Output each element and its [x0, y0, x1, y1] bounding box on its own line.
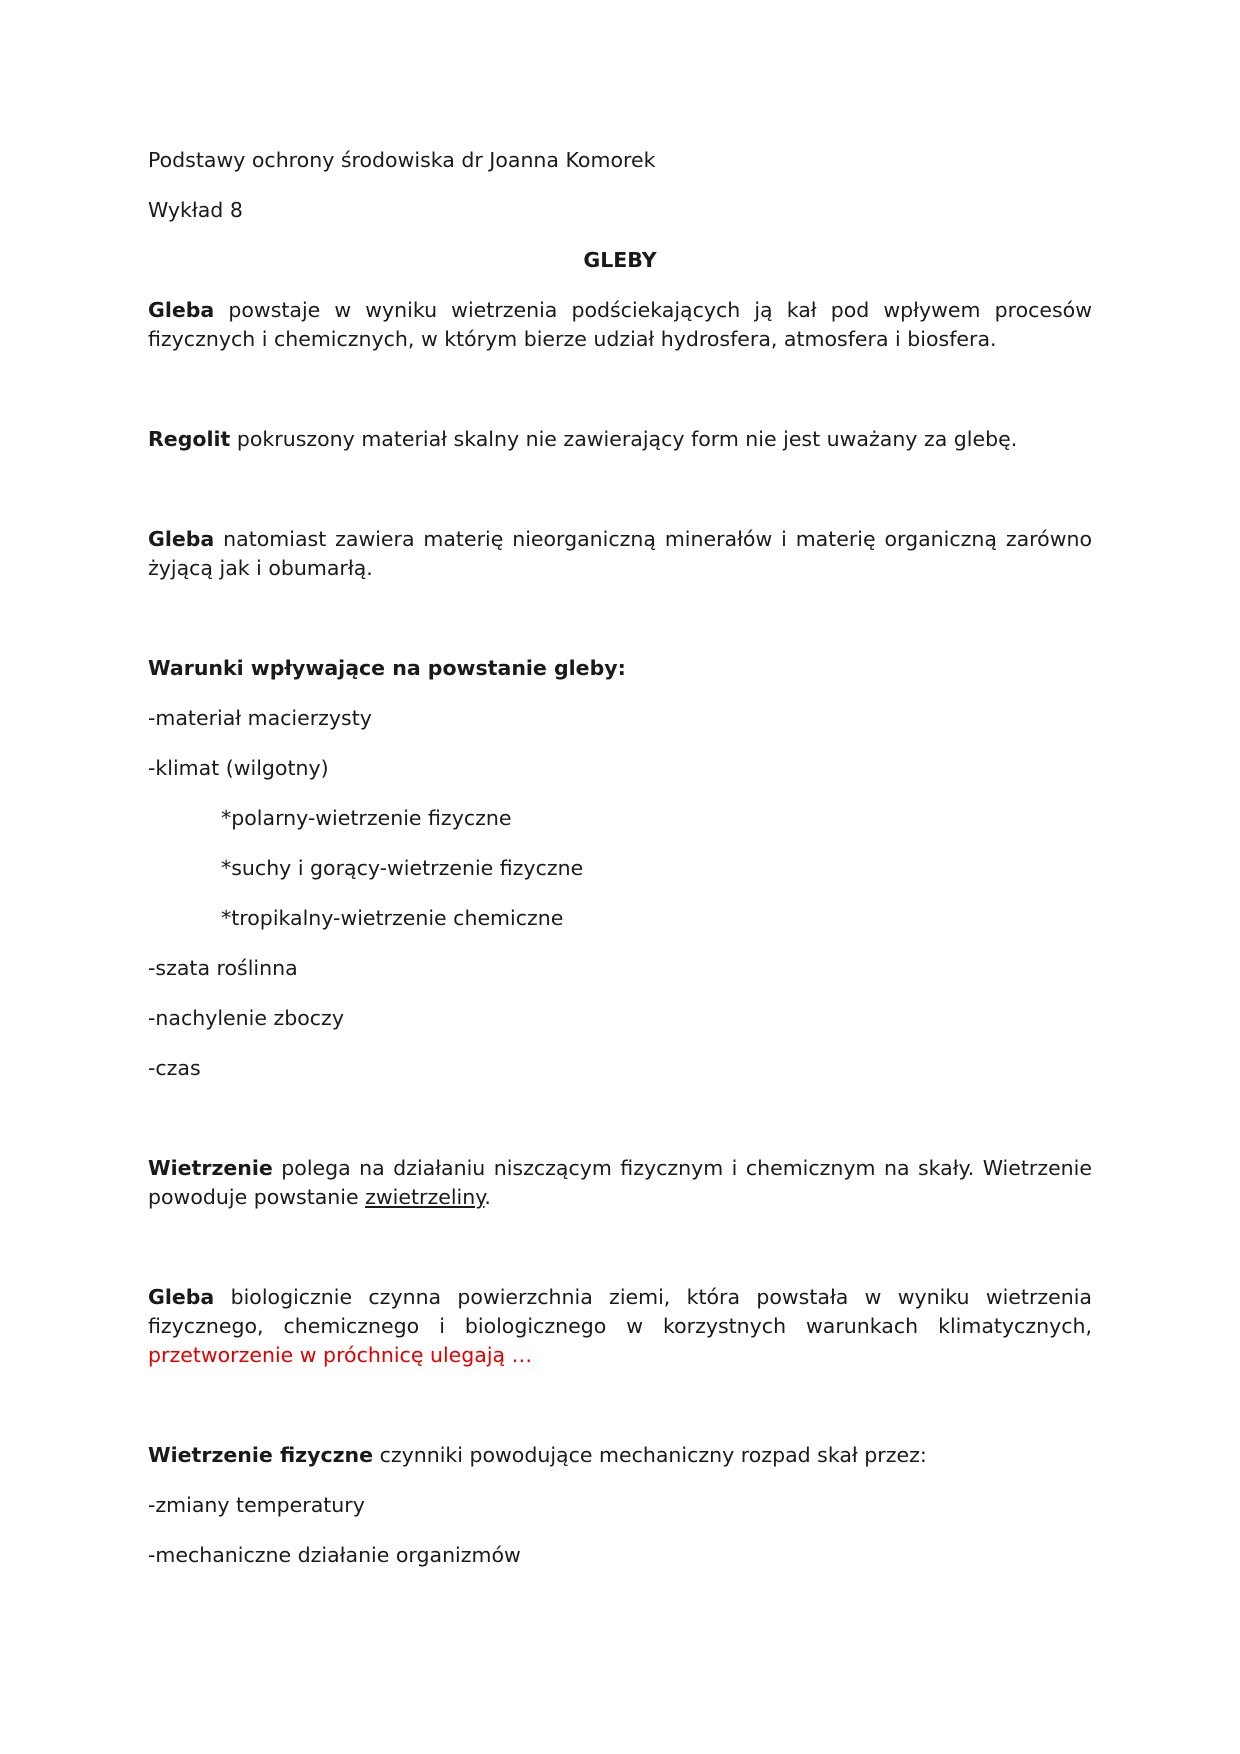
list-item: -materiał macierzysty [148, 706, 372, 730]
conditions-heading: Warunki wpływające na powstanie gleby: [148, 656, 626, 680]
lecture-number: Wykład 8 [148, 198, 243, 222]
paragraph-gleba-biological: Gleba biologicznie czynna powierzchnia ziemi, która powstała w wyniku wietrzenia fizycznego, chemicznego i biologicznego w korzystnych warunkach klimatycznych, przetworzenie w próchnicę ulegają … [148, 1285, 1092, 1367]
red-note: przetworzenie w próchnicę ulegają … [148, 1343, 533, 1367]
paragraph-regolit: Regolit pokruszony materiał skalny nie zawierający form nie jest uważany za glebę. [148, 427, 1018, 451]
list-item: -nachylenie zboczy [148, 1006, 344, 1030]
paragraph-gleba-content: Gleba natomiast zawiera materię nieorganiczną minerałów i materię organiczną zarówno żyjącą jak i obumarłą. [148, 527, 1092, 580]
paragraph-gleba-definition: Gleba powstaje w wyniku wietrzenia podściekających ją kał pod wpływem procesów fizycznych i chemicznych, w którym bierze udział hydrosfera, atmosfera i biosfera. [148, 298, 1092, 351]
sub-list-item: *polarny-wietrzenie fizyczne [221, 806, 512, 830]
term-gleba: Gleba [148, 1285, 215, 1309]
list-item: -mechaniczne działanie organizmów [148, 1543, 521, 1567]
term-gleba: Gleba [148, 527, 215, 551]
list-item: -zmiany temperatury [148, 1493, 365, 1517]
page-title: GLEBY [583, 248, 657, 272]
term-wietrzenie-fizyczne: Wietrzenie fizyczne [148, 1443, 374, 1467]
list-item: -czas [148, 1056, 201, 1080]
term-zwietrzeliny: zwietrzeliny [365, 1185, 485, 1209]
course-header: Podstawy ochrony środowiska dr Joanna Komorek [148, 148, 656, 172]
term-wietrzenie: Wietrzenie [148, 1156, 273, 1180]
term-gleba: Gleba [148, 298, 215, 322]
sub-list-item: *suchy i gorący-wietrzenie fizyczne [221, 856, 584, 880]
sub-list-item: *tropikalny-wietrzenie chemiczne [221, 906, 564, 930]
physical-weathering-heading: Wietrzenie fizyczne czynniki powodujące mechaniczny rozpad skał przez: [148, 1443, 927, 1467]
list-item: -klimat (wilgotny) [148, 756, 329, 780]
paragraph-wietrzenie: Wietrzenie polega na działaniu niszczącym fizycznym i chemicznym na skały. Wietrzenie powoduje powstanie zwietrzeliny. [148, 1156, 1092, 1209]
list-item: -szata roślinna [148, 956, 298, 980]
term-regolit: Regolit [148, 427, 231, 451]
